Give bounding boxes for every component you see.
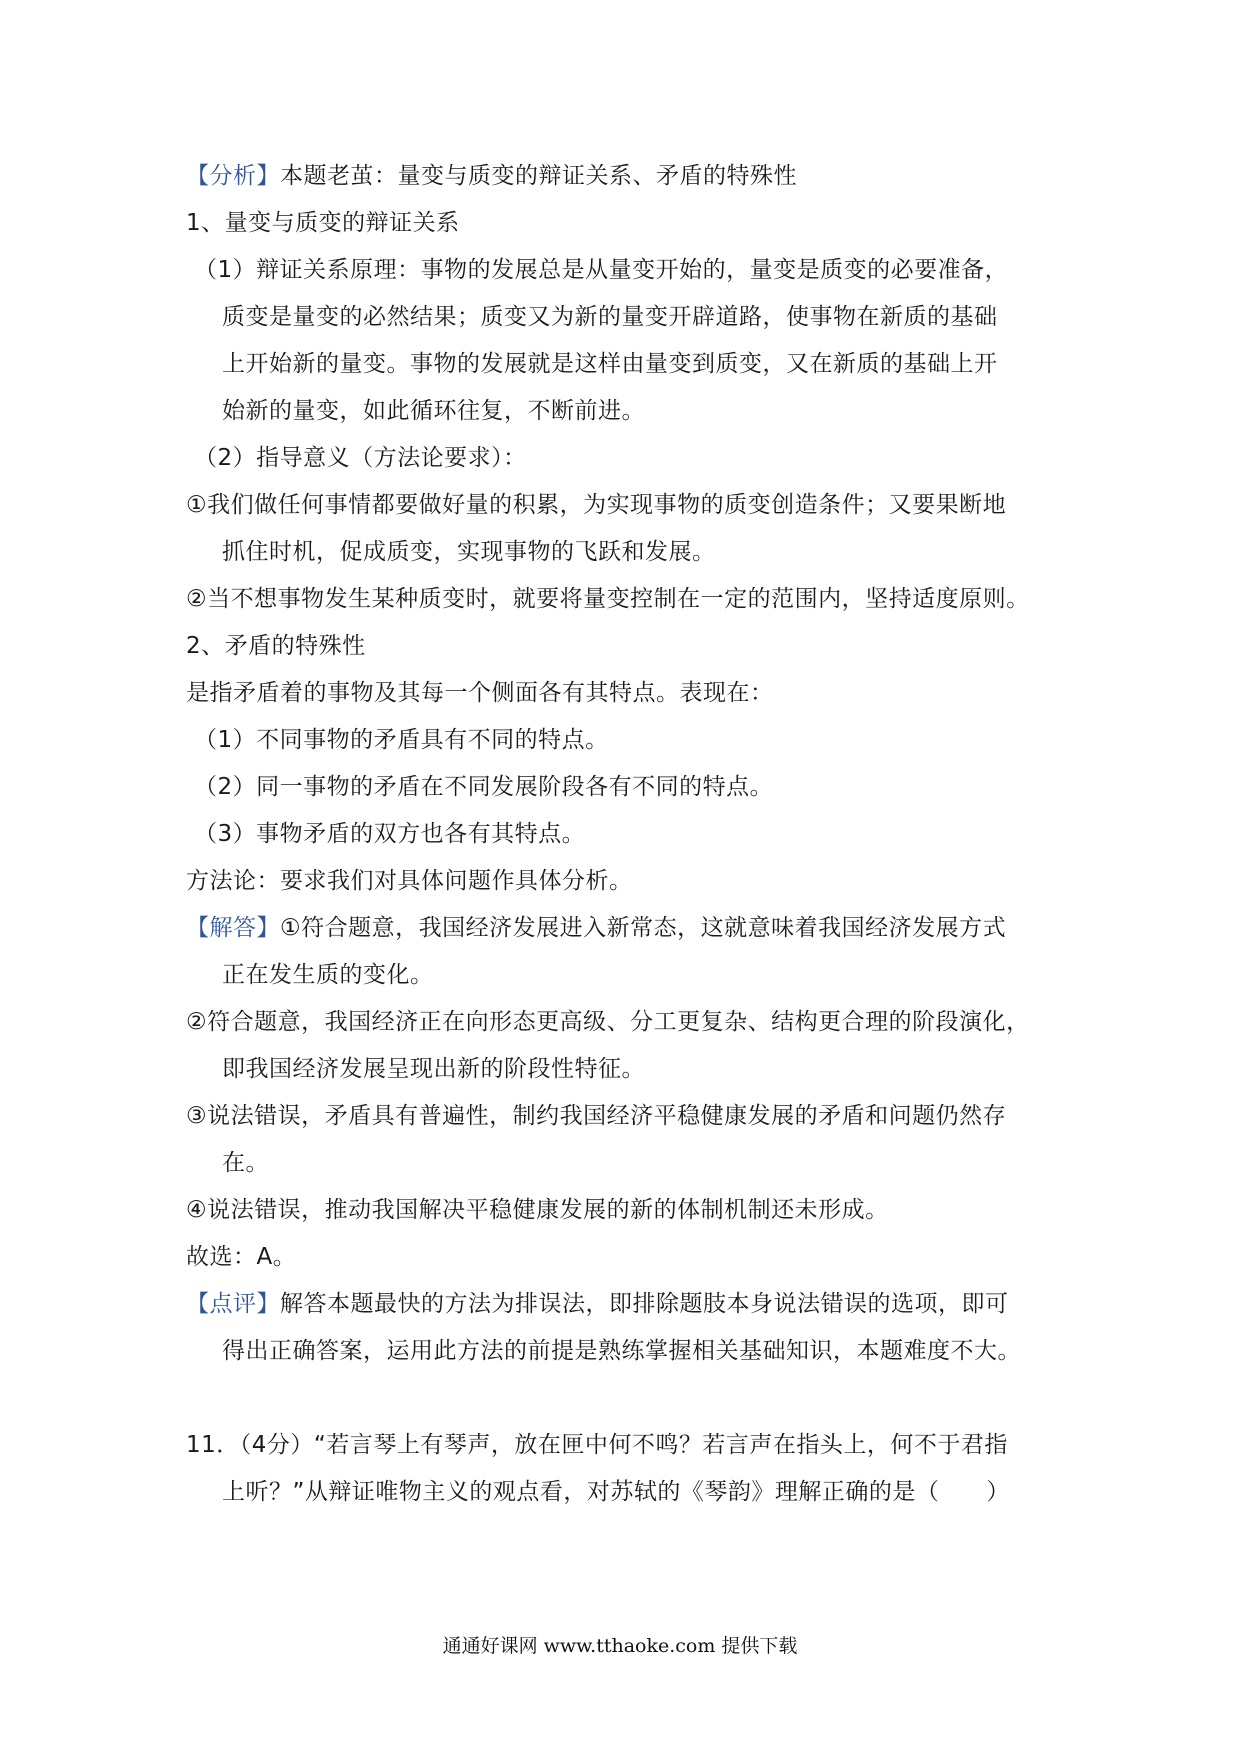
analysis-line bbox=[186, 161, 797, 191]
point1-line1: ①我们做任何事情都要做好量的积累，为实现事物的质变创造条件；又要果断地 bbox=[186, 492, 1007, 518]
section1-sub1-line2: 质变是量变的必然结果；质变又为新的量变开辟道路，使事物在新质的基础 bbox=[222, 304, 998, 330]
answer-p4: ④说法错误，推动我国解决平稳健康发展的新的体制机制还未形成。 bbox=[186, 1197, 889, 1223]
section1-sub2: （2）指导意义（方法论要求）： bbox=[194, 445, 527, 471]
analysis-text: 本题老茧：量变与质变的辩证关系、矛盾的特殊性 bbox=[280, 163, 797, 189]
answer-p3-line1: ③说法错误，矛盾具有普遍性，制约我国经济平稳健康发展的矛盾和问题仍然存 bbox=[186, 1103, 1007, 1129]
answer-choice: 故选：A。 bbox=[186, 1244, 297, 1270]
section1-sub1-line1: （1）辩证关系原理：事物的发展总是从量变开始的，量变是质变的必要准备， bbox=[194, 257, 1009, 283]
analysis-tag: 【分析】 bbox=[186, 163, 280, 189]
section2-item-1: （1）不同事物的矛盾具有不同的特点。 bbox=[194, 727, 609, 753]
page-footer: 通通好课网 www.tthaoke.com 提供下载 bbox=[442, 1635, 798, 1657]
section2-method: 方法论：要求我们对具体问题作具体分析。 bbox=[186, 868, 633, 894]
point1-line2: 抓住时机，促成质变，实现事物的飞跃和发展。 bbox=[222, 539, 716, 565]
section2-definition: 是指矛盾着的事物及其每一个侧面各有其特点。表现在： bbox=[186, 680, 774, 706]
answer-tag: 【解答】 bbox=[186, 915, 280, 941]
answer-p1-line1: ①符合题意，我国经济发展进入新常态，这就意味着我国经济发展方式 bbox=[280, 915, 1007, 941]
section1-sub1-line4: 始新的量变，如此循环往复，不断前进。 bbox=[222, 398, 645, 424]
question11-line2: 上听？”从辩证唯物主义的观点看，对苏轼的《琴韵》理解正确的是（ ） bbox=[222, 1479, 1010, 1505]
answer-p2-line1: ②符合题意，我国经济正在向形态更高级、分工更复杂、结构更合理的阶段演化， bbox=[186, 1009, 1030, 1035]
answer-line1 bbox=[186, 913, 1006, 943]
answer-p2-line2: 即我国经济发展呈现出新的阶段性特征。 bbox=[222, 1056, 645, 1082]
answer-p1-line2: 正在发生质的变化。 bbox=[222, 962, 434, 988]
section2-item-3: （3）事物矛盾的双方也各有其特点。 bbox=[194, 821, 586, 847]
comment-tag: 【点评】 bbox=[186, 1291, 280, 1317]
section2-title: 2、矛盾的特殊性 bbox=[186, 633, 366, 659]
comment-text-line1: 解答本题最快的方法为排误法，即排除题肢本身说法错误的选项，即可 bbox=[280, 1291, 1009, 1317]
answer-p3-line2: 在。 bbox=[222, 1150, 269, 1176]
section1-sub1-line3: 上开始新的量变。事物的发展就是这样由量变到质变，又在新质的基础上开 bbox=[222, 351, 998, 377]
section2-item-2: （2）同一事物的矛盾在不同发展阶段各有不同的特点。 bbox=[194, 774, 774, 800]
comment-line1 bbox=[186, 1289, 1009, 1319]
question11-line1: 11．（4分）“若言琴上有琴声，放在匣中何不鸣？若言声在指头上，何不于君指 bbox=[186, 1432, 1008, 1458]
comment-line2: 得出正确答案，运用此方法的前提是熟练掌握相关基础知识，本题难度不大。 bbox=[222, 1338, 1021, 1364]
point2: ②当不想事物发生某种质变时，就要将量变控制在一定的范围内，坚持适度原则。 bbox=[186, 586, 1030, 612]
section1-title: 1、量变与质变的辩证关系 bbox=[186, 210, 460, 236]
